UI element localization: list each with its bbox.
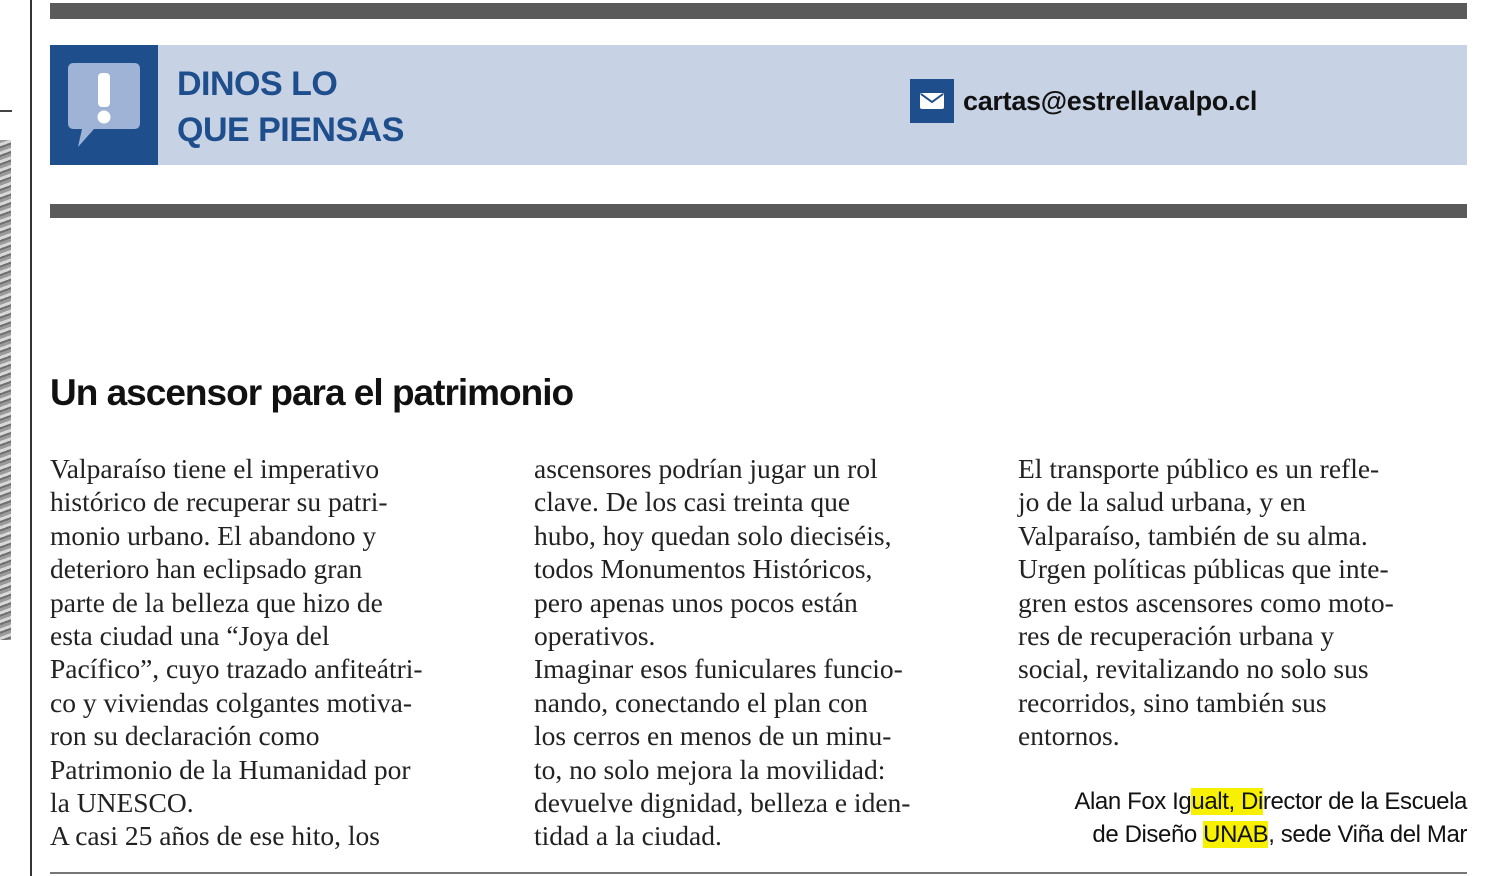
highlighted-text: ualt, Di	[1191, 788, 1263, 815]
highlighted-text: UNAB	[1203, 821, 1269, 848]
envelope-icon	[910, 79, 954, 123]
text-line: ascensores podrían jugar un rol	[534, 453, 878, 484]
text-line: parte de la belleza que hizo de	[50, 586, 383, 618]
banner-title-line1: DINOS LO	[177, 65, 338, 103]
text-line: pero apenas unos pocos están	[534, 586, 858, 618]
text-line: recorridos, sino también sus	[1018, 686, 1327, 718]
text-line: los cerros en menos de un minu-	[534, 720, 892, 752]
signature-text: rector de la Escuela	[1262, 788, 1467, 815]
text-line: Valparaíso tiene el imperativo	[50, 453, 380, 484]
text-line: social, revitalizando no solo sus	[1018, 653, 1369, 685]
banner-icon-box	[50, 45, 158, 165]
bottom-rule	[50, 872, 1467, 874]
text-line: hubo, hoy quedan solo dieciséis,	[534, 519, 892, 551]
text-line: tidad a la ciudad.	[534, 820, 722, 852]
text-line: esta ciudad una “Joya del	[50, 620, 330, 652]
signature-text: Alan Fox Ig	[1074, 788, 1192, 815]
signature-text: , sede Viña del Mar	[1268, 821, 1467, 848]
text-line: Imaginar esos funiculares funcio-	[534, 653, 903, 685]
banner-title	[177, 61, 404, 153]
text-line: Patrimonio de la Humanidad por	[50, 753, 411, 785]
text-line: Pacífico”, cuyo trazado anfiteátri-	[50, 653, 423, 685]
email-contact[interactable]	[910, 79, 1257, 123]
text-line: co y viviendas colgantes motiva-	[50, 686, 412, 718]
email-address-link[interactable]: cartas@estrellavalpo.cl	[963, 85, 1258, 116]
banner-title-line2: QUE PIENSAS	[177, 111, 404, 149]
text-line: todos Monumentos Históricos,	[534, 553, 873, 585]
text-line: devuelve dignidad, belleza e iden-	[534, 787, 911, 819]
neighbor-column-rule	[0, 110, 12, 112]
author-signature	[1074, 785, 1467, 851]
text-line: operativos.	[534, 620, 656, 652]
article-column-2	[534, 452, 994, 853]
text-line: entornos.	[1018, 720, 1120, 752]
text-line: nando, conectando el plan con	[534, 686, 868, 718]
text-line: A casi 25 años de ese hito, los	[50, 820, 380, 852]
article-headline: Un ascensor para el patrimonio	[50, 372, 574, 413]
text-line: to, no solo mejora la movilidad:	[534, 753, 886, 785]
signature-line-1	[1074, 785, 1467, 818]
text-line: Urgen políticas públicas que inte-	[1018, 553, 1389, 585]
text-line: res de recuperación urbana y	[1018, 620, 1335, 652]
signature-line-2	[1074, 818, 1467, 851]
text-line: la UNESCO.	[50, 787, 194, 819]
text-line: Valparaíso, también de su alma.	[1018, 519, 1368, 551]
article-column-1	[50, 452, 510, 853]
text-line: gren estos ascensores como moto-	[1018, 586, 1394, 618]
top-divider-bar	[50, 3, 1467, 19]
text-line: clave. De los casi treinta que	[534, 486, 851, 518]
article-column-3	[1018, 452, 1478, 753]
text-line: ron su declaración como	[50, 720, 320, 752]
text-line: monio urbano. El abandono y	[50, 519, 377, 551]
text-line: El transporte público es un refle-	[1018, 453, 1380, 484]
exclamation-speech-bubble-icon	[64, 59, 144, 151]
signature-text: de Diseño	[1092, 821, 1204, 848]
text-line: histórico de recuperar su patri-	[50, 486, 388, 518]
text-line: deterioro han eclipsado gran	[50, 553, 363, 585]
letters-banner	[50, 45, 1467, 165]
neighbor-photo-edge	[0, 140, 11, 640]
column-divider-rule	[30, 0, 32, 876]
middle-divider-bar	[50, 204, 1467, 218]
text-line: jo de la salud urbana, y en	[1018, 486, 1306, 518]
